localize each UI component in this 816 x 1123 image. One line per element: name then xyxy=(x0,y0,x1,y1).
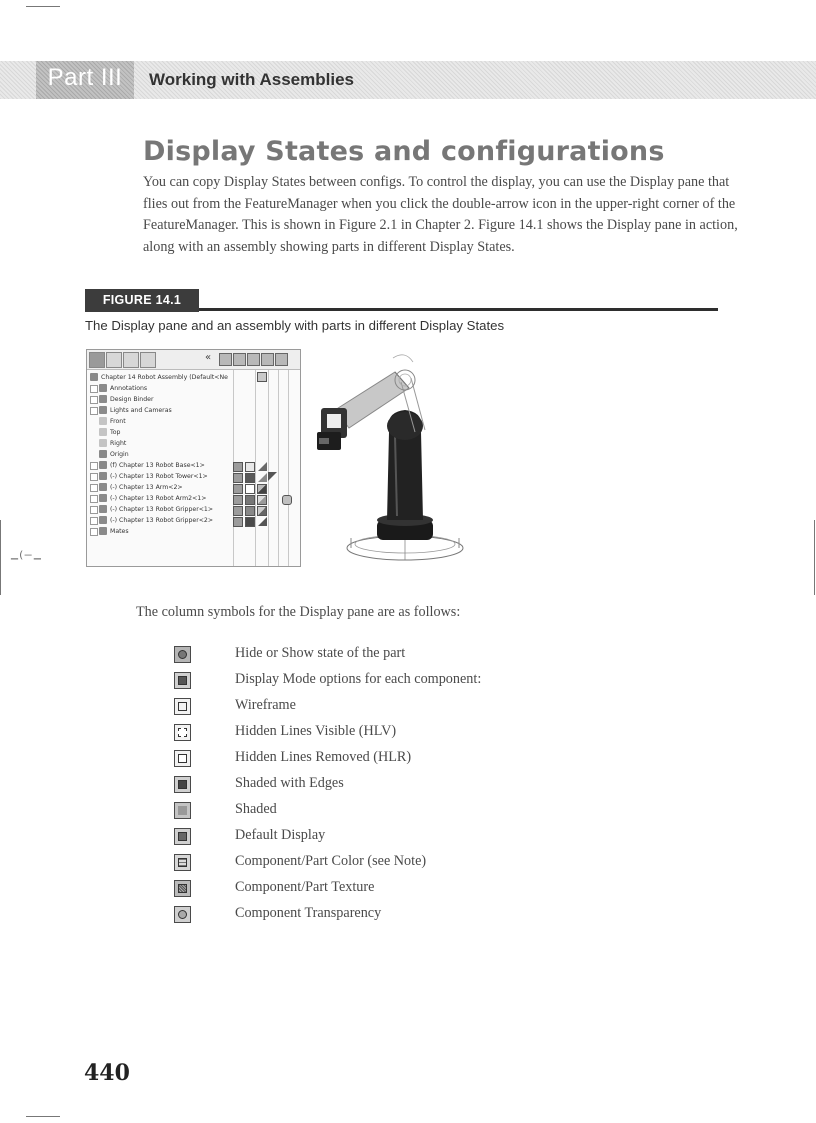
crop-mark-bottom-left xyxy=(26,1116,60,1117)
column-divider xyxy=(278,370,279,566)
page-number: 440 xyxy=(84,1060,130,1086)
hide-show-icon[interactable] xyxy=(233,495,243,505)
plane-icon xyxy=(99,439,107,447)
hide-show-icon[interactable] xyxy=(233,473,243,483)
color-swatch-icon[interactable] xyxy=(257,484,267,494)
column-divider xyxy=(255,370,256,566)
hide-show-icon[interactable] xyxy=(233,484,243,494)
shaded-icon xyxy=(174,802,191,819)
texture-icon xyxy=(174,880,191,897)
color-swatch-icon[interactable] xyxy=(258,517,267,526)
plane-icon xyxy=(99,417,107,425)
wireframe-icon[interactable] xyxy=(245,462,255,472)
expand-icon[interactable] xyxy=(90,385,98,393)
feature-manager-tab-icon xyxy=(89,352,105,368)
mates-icon xyxy=(99,527,107,535)
hlv-icon xyxy=(174,724,191,741)
crop-mark-right xyxy=(814,520,815,595)
shaded-edges-icon[interactable] xyxy=(245,517,255,527)
property-manager-tab-icon xyxy=(106,352,122,368)
section-title: Display States and configurations xyxy=(143,136,665,167)
crop-mark-top-left xyxy=(26,6,60,7)
column-divider xyxy=(288,370,289,566)
texture-column-icon xyxy=(261,353,274,366)
hide-show-icon[interactable] xyxy=(233,506,243,516)
expand-icon[interactable] xyxy=(90,473,98,481)
color-column-icon xyxy=(247,353,260,366)
hide-show-icon[interactable] xyxy=(233,517,243,527)
color-swatch-icon[interactable] xyxy=(258,473,267,482)
hide-show-column-icon xyxy=(219,353,232,366)
expand-icon[interactable] xyxy=(90,484,98,492)
figure-rule xyxy=(199,308,718,311)
pane-toolbar xyxy=(87,350,300,370)
default-display-icon xyxy=(174,828,191,845)
expand-arrows-icon: « xyxy=(205,352,212,363)
transparency-icon xyxy=(174,906,191,923)
display-pane-screenshot: « Chapter 14 Robot Assembly (Default<Ne Annotations Design Binder Lights and Cameras Front Top Right Origin (f) Chapter 13 Robot Base<1> (-) Chapter 13 Robot Tower<1> (-) Chapter 13 Arm<2> (-) Chapter 13 Robot Arm2<1> (-) Chapter 13 Robot Gripper<1> (-) Chapter 13 Robot Gripper<2> Mates xyxy=(86,349,301,567)
dimxpert-tab-icon xyxy=(140,352,156,368)
hide-show-icon xyxy=(174,646,191,663)
color-icon xyxy=(174,854,191,871)
shaded-edges-icon[interactable] xyxy=(245,473,255,483)
expand-icon[interactable] xyxy=(90,517,98,525)
column-divider xyxy=(268,370,269,566)
part-icon xyxy=(99,494,107,502)
shaded-icon[interactable] xyxy=(245,506,255,516)
color-swatch-icon[interactable] xyxy=(257,506,267,516)
crop-mark-left xyxy=(0,520,1,595)
default-display-column-icon xyxy=(257,372,267,382)
hlr-icon[interactable] xyxy=(245,484,255,494)
expand-icon[interactable] xyxy=(90,506,98,514)
robot-assembly-image xyxy=(305,352,465,567)
wireframe-icon xyxy=(174,698,191,715)
annotations-icon xyxy=(99,384,107,392)
running-section-title: Working with Assemblies xyxy=(149,70,354,89)
part-icon xyxy=(99,505,107,513)
figure-caption: The Display pane and an assembly with parts in different Display States xyxy=(85,318,505,333)
display-mode-icon xyxy=(174,672,191,689)
texture-swatch-icon[interactable] xyxy=(257,495,267,505)
columns-intro: The column symbols for the Display pane are as follows: xyxy=(136,604,461,620)
plane-icon xyxy=(99,428,107,436)
expand-icon[interactable] xyxy=(90,528,98,536)
design-binder-icon xyxy=(99,395,107,403)
expand-icon[interactable] xyxy=(90,396,98,404)
color-swatch-icon[interactable] xyxy=(258,462,267,471)
part-icon xyxy=(99,461,107,469)
assembly-icon xyxy=(90,373,98,381)
shaded-icon[interactable] xyxy=(245,495,255,505)
color-swatch-icon[interactable] xyxy=(268,472,277,481)
figure-label: FIGURE 14.1 xyxy=(102,293,182,307)
transparency-column-icon xyxy=(275,353,288,366)
part-icon xyxy=(99,483,107,491)
shaded-edges-icon xyxy=(174,776,191,793)
part-icon xyxy=(99,516,107,524)
origin-icon xyxy=(99,450,107,458)
hide-show-icon[interactable] xyxy=(233,462,243,472)
transparency-icon[interactable] xyxy=(282,495,292,505)
robot-drawing xyxy=(305,352,465,567)
lights-icon xyxy=(99,406,107,414)
expand-icon[interactable] xyxy=(90,407,98,415)
configuration-manager-tab-icon xyxy=(123,352,139,368)
expand-icon[interactable] xyxy=(90,462,98,470)
registration-mark-icon: –⁽⁻– xyxy=(10,548,42,569)
display-mode-column-icon xyxy=(233,353,246,366)
part-label: Part III xyxy=(47,64,123,91)
hlr-icon xyxy=(174,750,191,767)
part-icon xyxy=(99,472,107,480)
intro-paragraph: You can copy Display States between configs. To control the display, you can use the Display pane that flies out from the FeatureManager when you click the double-arrow icon in the upper-right corner of the FeatureManager. This is shown in Figure 2.1 in Chapter 2. Figure 14.1 shows the Display pane in action, along with an assembly showing parts in different Display States. xyxy=(143,174,738,255)
expand-icon[interactable] xyxy=(90,495,98,503)
